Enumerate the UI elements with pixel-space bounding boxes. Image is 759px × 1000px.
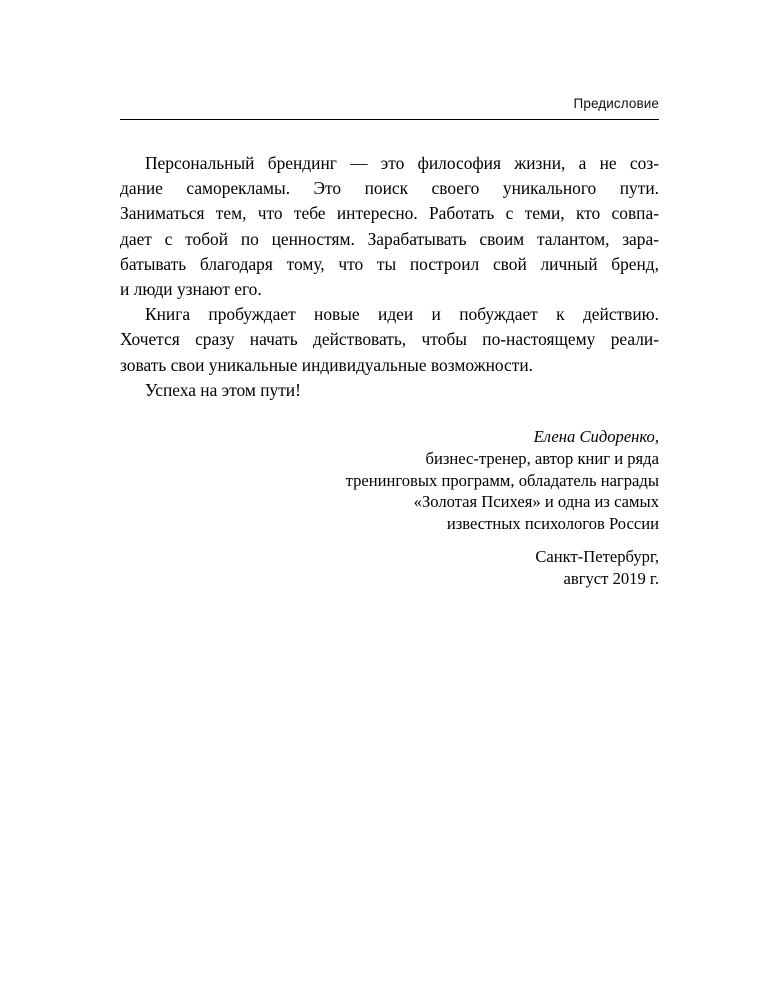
paragraph-2 — [120, 302, 659, 378]
author-name: Елена Сидоренко, — [533, 427, 659, 446]
text-line: Успеха на этом пути! — [145, 379, 301, 400]
body-text — [120, 151, 659, 403]
text-line: Книга пробуждает новые идеи и побуждает к действию. — [145, 304, 659, 325]
text-line: дание саморекламы. Это поиск своего уникального пути. — [120, 178, 659, 199]
paragraph-1 — [120, 151, 659, 302]
text-line: зовать свои уникальные индивидуальные возможности. — [120, 354, 534, 375]
text-line: и люди узнают его. — [120, 278, 262, 299]
signature-block — [259, 426, 659, 590]
text-line: батывать благодаря тому, что ты построил свой личный бренд, — [120, 253, 659, 274]
header-rule — [120, 119, 659, 120]
signature-place: Санкт-Петербург, — [535, 546, 659, 566]
text-line: дает с тобой по ценностям. Зарабатывать своим талантом, зара- — [120, 228, 659, 249]
signature-date: август 2019 г. — [563, 568, 659, 588]
author-bio-line: «Золотая Психея» и одна из самых — [413, 492, 659, 512]
author-bio-line: известных психологов России — [446, 514, 659, 534]
paragraph-3 — [120, 378, 659, 403]
running-head-title: Предисловие — [573, 96, 659, 111]
text-line: Хочется сразу начать действовать, чтобы по-настоящему реали- — [120, 329, 659, 350]
text-line: Заниматься тем, что тебе интересно. Работать с теми, кто совпа- — [120, 203, 659, 224]
author-bio-line: тренинговых программ, обладатель награды — [345, 470, 659, 490]
text-line: Персональный брендинг — это философия жизни, а не соз- — [145, 153, 659, 173]
author-bio-line: бизнес-тренер, автор книг и ряда — [425, 448, 659, 468]
